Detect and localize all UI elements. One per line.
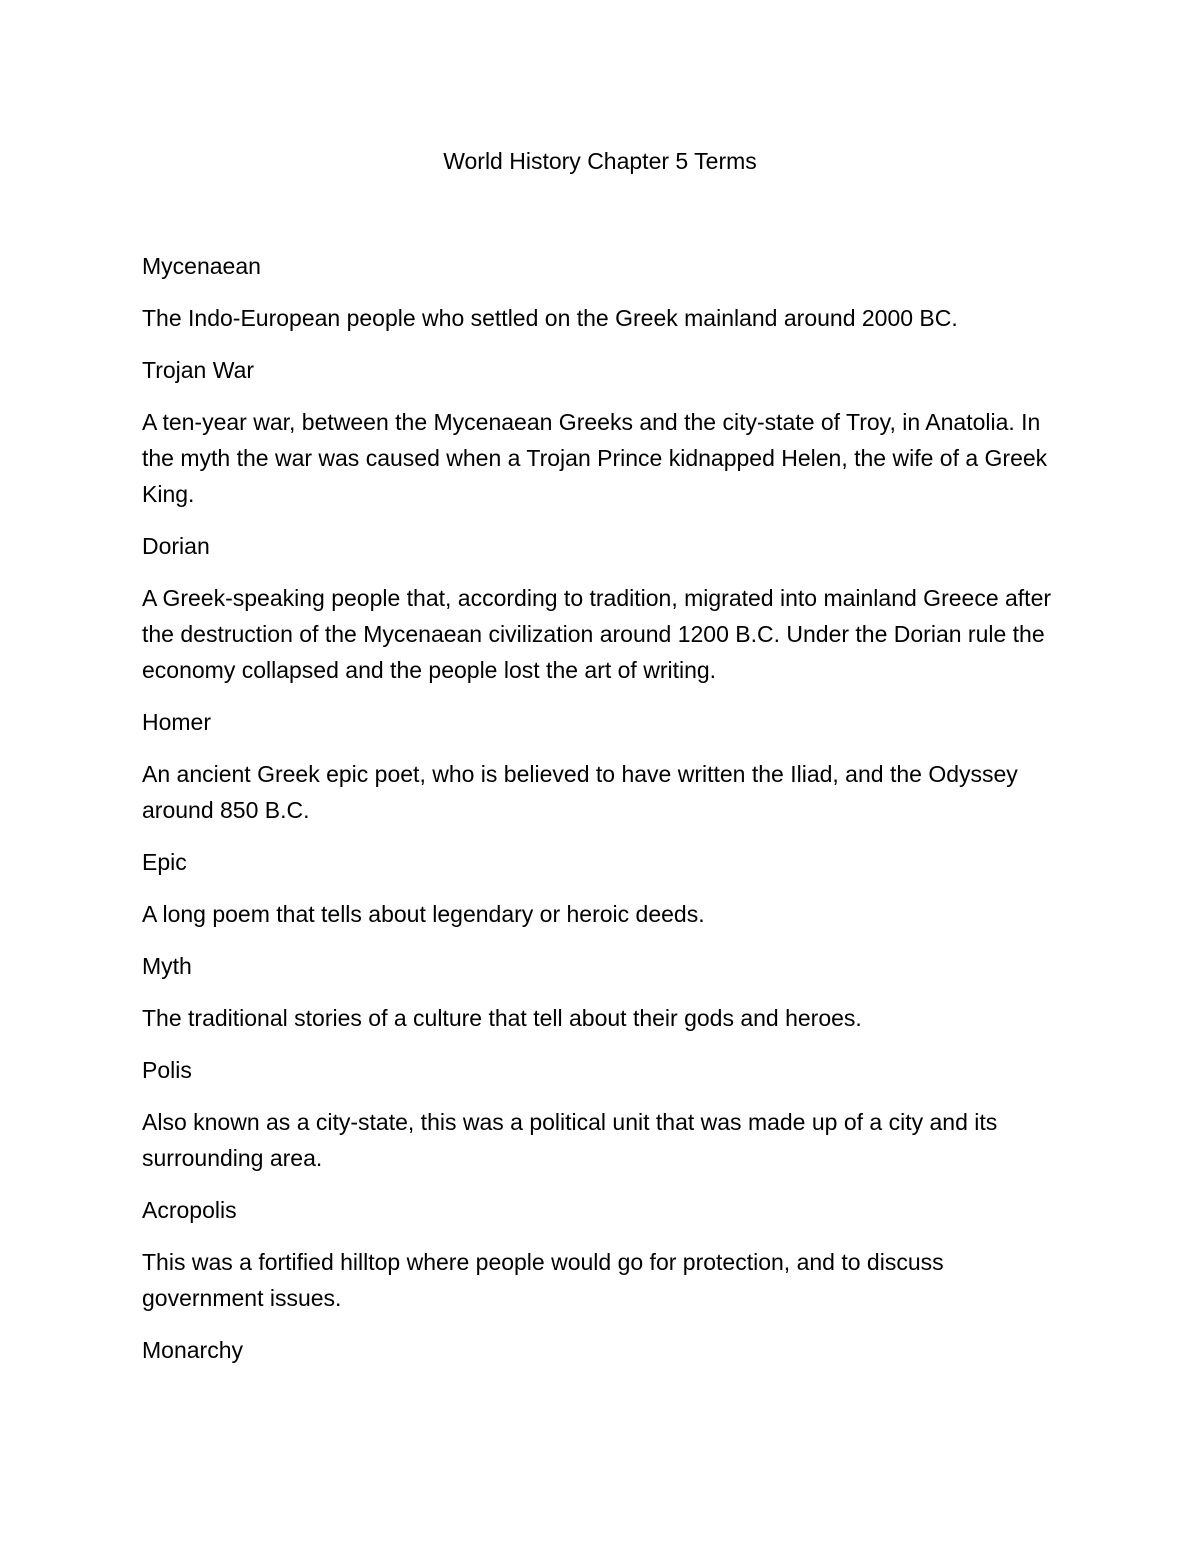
term-definition: A ten-year war, between the Mycenaean Greeks and the city-state of Troy, in Anatolia. In the myth the war was caused when a Trojan Prince kidnapped Helen, the wife of a Greek King.: [142, 409, 1048, 507]
term-name: Trojan War: [142, 357, 255, 383]
term-entry: [142, 528, 1052, 688]
term-name: Homer: [142, 709, 212, 735]
term-name: Monarchy: [142, 1337, 243, 1363]
term-definition: The Indo-European people who settled on the Greek mainland around 2000 BC.: [142, 305, 958, 331]
term-definition: The traditional stories of a culture that tell about their gods and heroes.: [142, 1005, 862, 1031]
term-entry: [142, 1192, 1052, 1316]
term-definition: A Greek-speaking people that, according to tradition, migrated into mainland Greece after the destruction of the Mycenaean civilization around 1200 B.C. Under the Dorian rule the economy collapsed and the people lost the art of writing.: [142, 585, 1052, 683]
term-entry: [142, 948, 1052, 1036]
term-name: Polis: [142, 1057, 192, 1083]
document-title: World History Chapter 5 Terms: [443, 148, 757, 174]
term-name: Dorian: [142, 533, 210, 559]
term-entry: [142, 1052, 1052, 1176]
term-entry: [142, 844, 1052, 932]
term-entry: [142, 1332, 1052, 1368]
term-entry: [142, 352, 1052, 512]
term-name: Mycenaean: [142, 253, 261, 279]
term-definition: Also known as a city-state, this was a political unit that was made up of a city and its surrounding area.: [142, 1109, 998, 1171]
term-name: Myth: [142, 953, 192, 979]
term-definition: This was a fortified hilltop where people would go for protection, and to discuss government issues.: [142, 1249, 944, 1311]
terms-list: [142, 248, 1052, 1384]
term-name: Acropolis: [142, 1197, 237, 1223]
term-name: Epic: [142, 849, 187, 875]
term-entry: [142, 248, 1052, 336]
term-definition: A long poem that tells about legendary or heroic deeds.: [142, 901, 705, 927]
term-entry: [142, 704, 1052, 828]
term-definition: An ancient Greek epic poet, who is believed to have written the Iliad, and the Odyssey around 850 B.C.: [142, 761, 1018, 823]
